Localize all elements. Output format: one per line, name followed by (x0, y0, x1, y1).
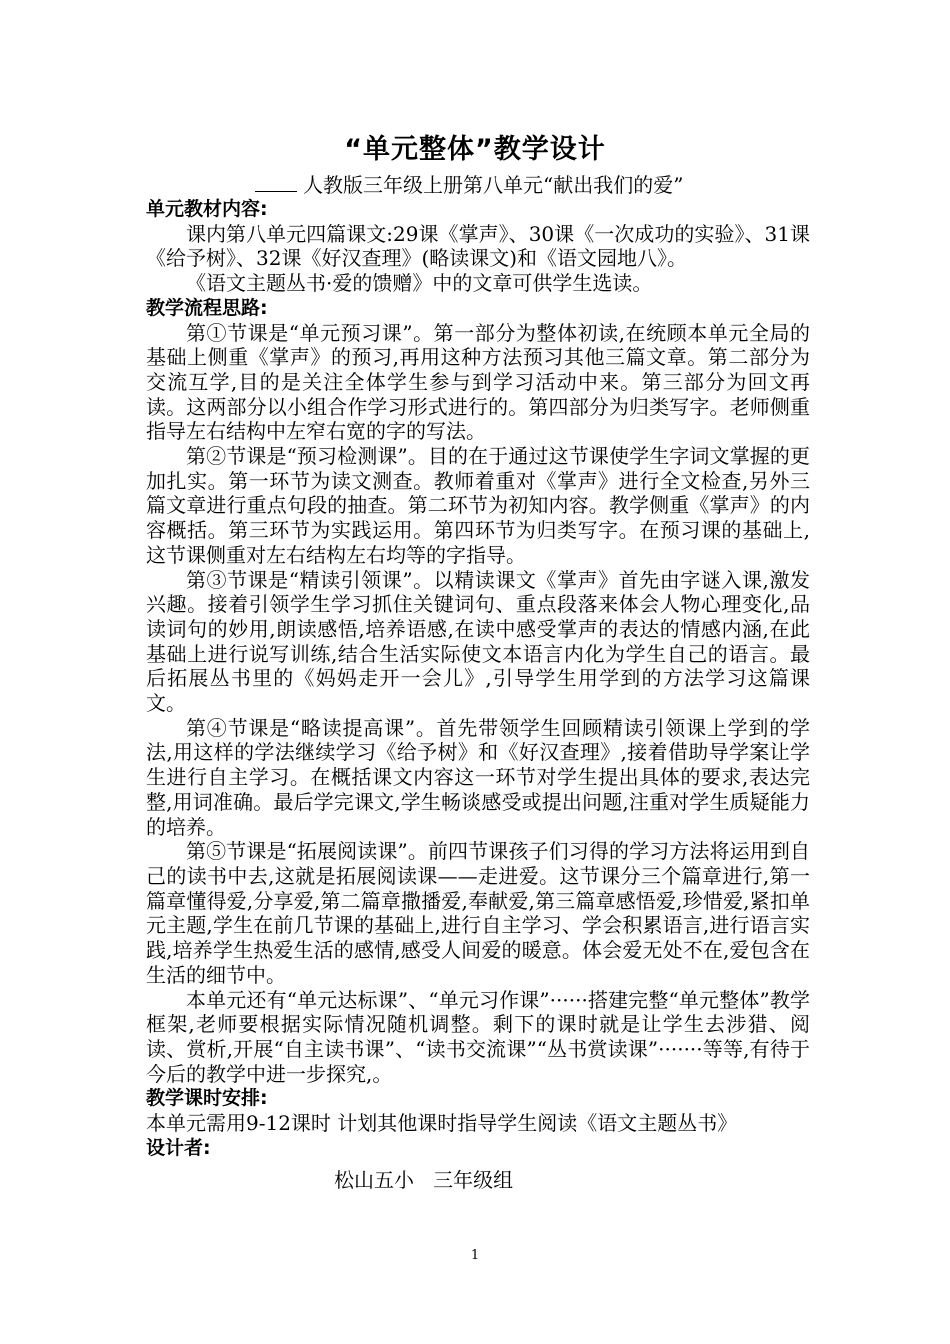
designer-signature: 松山五小 三年级组 (334, 1168, 514, 1193)
document-subtitle (255, 172, 815, 198)
paragraph: 《语文主题丛书·爱的馈赠》中的文章可供学生选读。 (186, 271, 653, 296)
paragraph: 第④节课是“略读提高课”。首先带领学生回顾精读引领课上学到的学法,用这样的学法继续学习《给予树》和《好汉查理》,接着借助导学案让学生进行自主学习。在概括课文内容这一环节对学生提出具体的要求,表达完整,用词准确。最后学完课文,学生畅谈感受或提出问题,注重对学生质疑能力的培养。 (146, 715, 810, 839)
section-heading-hours: 教学课时安排: (146, 1087, 268, 1110)
document-body (146, 197, 810, 1193)
section-heading-designer: 设计者: (146, 1136, 211, 1159)
section-heading-flow: 教学流程思路: (146, 296, 268, 319)
page-number: 1 (470, 1248, 480, 1263)
paragraph: 本单元还有“单元达标课”、“单元习作课”······搭建完整“单元整体”教学框架,老师要根据实际情况随机调整。剩下的课时就是让学生去涉猎、阅读、赏析,开展“自主读书课”、“读书交流课”“丛书赏读课”·······等等,有待于今后的教学中进一步探究,。 (146, 987, 810, 1086)
blank-underline (255, 173, 297, 192)
paragraph: 本单元需用9-12课时 计划其他课时指导学生阅读《语文主题丛书》 (146, 1111, 738, 1136)
paragraph: 课内第八单元四篇课文:29课《掌声》、30课《一次成功的实验》、31课《给予树》、32课《好汉查理》(略读课文)和《语文园地八》。 (146, 221, 810, 271)
paragraph: 第①节课是“单元预习课”。第一部分为整体初读,在统顾本单元全局的基础上侧重《掌声》的预习,再用这种方法预习其他三篇文章。第二部分为交流互学,目的是关注全体学生参与到学习活动中来。第三部分为回文再读。这两部分以小组合作学习形式进行的。第四部分为归类写字。老师侧重指导左右结构中左窄右宽的字的写法。 (146, 320, 810, 444)
paragraph: 第③节课是“精读引领课”。以精读课文《掌声》首先由字谜入课,激发兴趣。接着引领学生学习抓住关键词句、重点段落来体会人物心理变化,品读词句的妙用,朗读感悟,培养语感,在读中感受掌声的表达的情感内涵,在此基础上进行说写训练,结合生活实际使文本语言内化为学生自己的语言。最后拓展丛书里的《妈妈走开一会儿》,引导学生用学到的方法学习这篇课文。 (146, 567, 810, 716)
paragraph: 第②节课是“预习检测课”。目的在于通过这节课使学生字词文掌握的更加扎实。第一环节为读文测查。教师着重对《掌声》进行全文检查,另外三篇文章进行重点句段的抽查。第二环节为初知内容。教学侧重《掌声》的内容概括。第三环节为实践运用。第四环节为归类写字。在预习课的基础上,这节课侧重对左右结构左右均等的字指导。 (146, 444, 810, 567)
paragraph: 第⑤节课是“拓展阅读课”。前四节课孩子们习得的学习方法将运用到自己的读书中去,这就是拓展阅读课——走进爱。这节课分三个篇章进行,第一篇章懂得爱,分享爱,第二篇章撒播爱,奉献爱,第三篇章感悟爱,珍惜爱,紧扣单元主题,学生在前几节课的基础上,进行自主学习、学会积累语言,进行语言实践,培养学生热爱生活的感情,感受人间爱的暖意。体会爱无处不在,爱包含在生活的细节中。 (146, 839, 810, 987)
subtitle-text: 人教版三年级上册第八单元“献出我们的爱” (303, 173, 684, 197)
section-heading-content: 单元教材内容: (146, 198, 268, 220)
document-title: “单元整体”教学设计 (344, 134, 606, 165)
